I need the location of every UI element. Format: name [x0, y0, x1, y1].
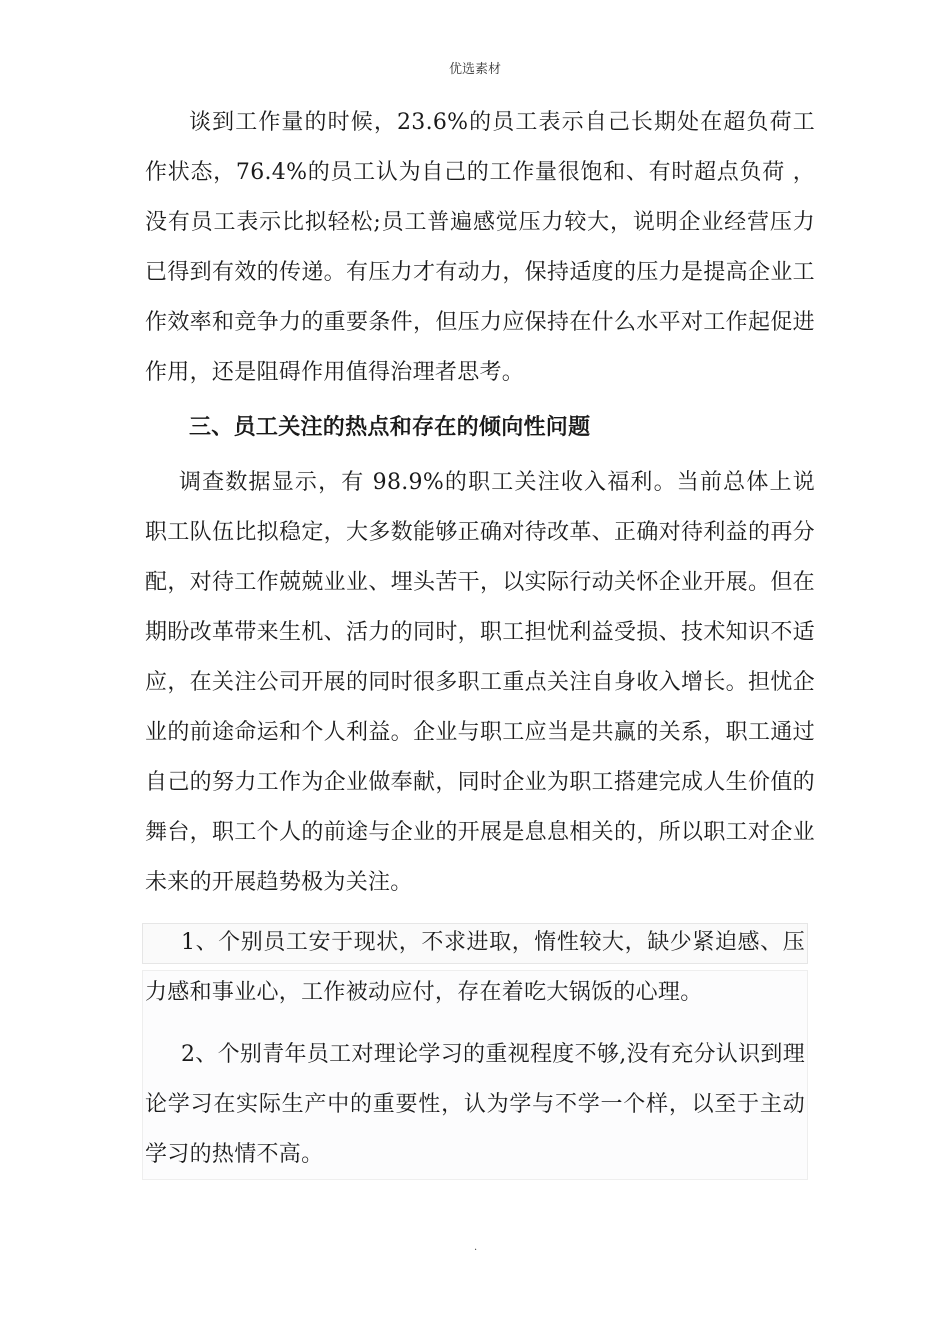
section-heading-block [145, 402, 815, 452]
survey-section [145, 458, 815, 908]
survey-paragraph: 调查数据显示，有 98.9%的职工关注收入福利。当前总体上说职工队伍比拟稳定，大多数能够正确对待改革、正确对待利益的再分配，对待工作兢兢业业、埋头苦干，以实际行动关怀企业开展。但在期盼改革带来生机、活力的同时，职工担忧利益受损、技术知识不适应，在关注公司开展的同时很多职工重点关注自身收入增长。担忧企业的前途命运和个人利益。企业与职工应当是共赢的关系，职工通过自己的努力工作为企业做奉献，同时企业为职工搭建完成人生价值的舞台，职工个人的前途与企业的开展是息息相关的，所以职工对企业未来的开展趋势极为关注。 [145, 470, 815, 895]
section-heading: 三、员工关注的热点和存在的倾向性问题 [189, 414, 591, 440]
issue-item-1 [145, 918, 805, 1018]
issue-item-1-text: 1、个别员工安于现状，不求进取，惰性较大，缺少紧迫感、压力感和事业心，工作被动应付，存在着吃大锅饭的心理。 [145, 930, 805, 1005]
issue-item-2 [145, 1030, 805, 1180]
workload-section [145, 98, 815, 398]
footer-mark: . [474, 1242, 478, 1253]
workload-paragraph: 谈到工作量的时候，23.6%的员工表示自己长期处在超负荷工作状态，76.4%的员工认为自己的工作量很饱和、有时超点负荷 ，没有员工表示比拟轻松;员工普遍感觉压力较大，说明企业经营压力已得到有效的传递。有压力才有动力，保持适度的压力是提高企业工作效率和竞争力的重要条件，但压力应保持在什么水平对工作起促进作用，还是阻碍作用值得治理者思考。 [145, 110, 815, 385]
issue-item-2-text: 2、个别青年员工对理论学习的重视程度不够,没有充分认识到理论学习在实际生产中的重要性，认为学与不学一个样，以至于主动学习的热情不高。 [145, 1042, 805, 1167]
page-header: 优选素材 [448, 62, 501, 77]
